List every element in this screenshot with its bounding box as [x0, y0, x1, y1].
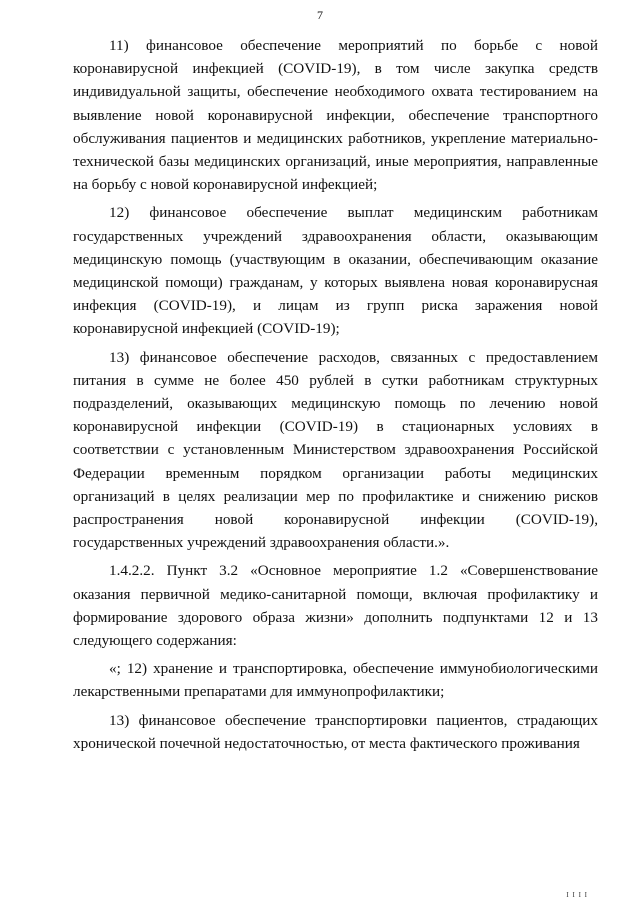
page-number: 7 — [317, 8, 323, 22]
footer-code: I I I I — [566, 891, 588, 899]
paragraph-item-11: 11) финансовое обеспечение мероприятий по борьбе с новой коронавирусной инфекцией (COVID-19), в том числе закупка средств индивидуальной защиты, обеспечение необходимого охвата тестированием на выявление новой коронавирусной инфекции, обеспечение транспортного обслуживания пациентов и медицинских работников, укрепление материально-технической базы медицинских организаций, иные мероприятия, направленные на борьбу с новой коронавирусной инфекцией; — [73, 37, 598, 194]
document-body — [73, 34, 598, 755]
paragraph-item-12: 12) финансовое обеспечение выплат медицинским работникам государственных учреждений здравоохранения области, оказывающим медицинскую помощь (участвующим в оказании, обеспечивающим оказание медицинской помощи) гражданам, у которых выявлена новая коронавирусная инфекция (COVID-19), и лицам из групп риска заражения новой коронавирусной инфекцией (COVID-19); — [73, 204, 598, 338]
paragraph-new-item-13: 13) финансовое обеспечение транспортировки пациентов, страдающих хронической почечной недостаточностью, от места фактического проживания — [73, 711, 598, 752]
paragraph-clause-1-4-2-2: 1.4.2.2. Пункт 3.2 «Основное мероприятие 1.2 «Совершенствование оказания первичной медико-санитарной помощи, включая профилактику и формирование здорового образа жизни» дополнить подпунктами 12 и 13 следующего содержания: — [73, 562, 598, 650]
paragraph-item-13: 13) финансовое обеспечение расходов, связанных с предоставлением питания в сумме не более 450 рублей в сутки работникам структурных подразделений, оказывающих медицинскую помощь по лечению новой коронавирусной инфекции (COVID-19) в стационарных условиях в соответствии с установленным Министерством здравоохранения Российской Федерации временным порядком организации работы медицинских организаций в целях реализации мер по профилактике и снижению рисков распространения новой коронавирусной инфекции (COVID-19), государственных учреждений здравоохранения области.». — [73, 348, 598, 552]
paragraph-new-item-12: «; 12) хранение и транспортировка, обеспечение иммунобиологическими лекарственными препаратами для иммунопрофилактики; — [73, 660, 598, 701]
